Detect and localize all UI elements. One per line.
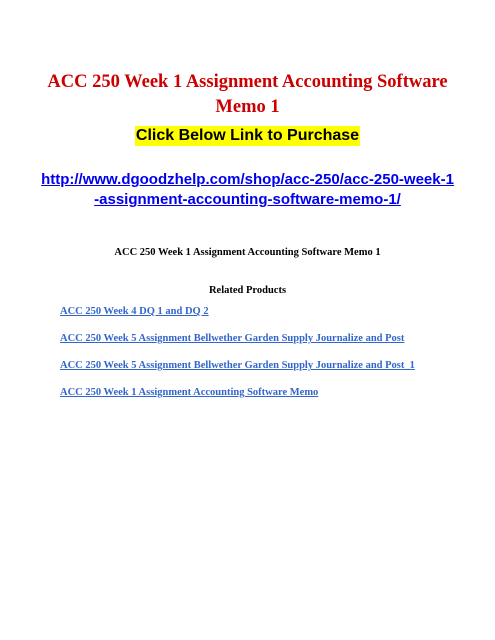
related-product-link[interactable]: ACC 250 Week 5 Assignment Bellwether Garden Supply Journalize and Post xyxy=(60,333,405,344)
purchase-callout xyxy=(0,126,495,146)
purchase-link[interactable]: http://www.dgoodzhelp.com/shop/acc-250/acc-250-week-1-assignment-accounting-software-memo-1/ xyxy=(41,171,454,208)
document-subtitle: ACC 250 Week 1 Assignment Accounting Software Memo 1 xyxy=(114,247,381,258)
related-product-link[interactable]: ACC 250 Week 4 DQ 1 and DQ 2 xyxy=(60,306,209,317)
purchase-callout-text: Click Below Link to Purchase xyxy=(135,127,360,144)
related-products-heading: Related Products xyxy=(208,285,287,296)
related-product-link[interactable]: ACC 250 Week 1 Assignment Accounting Software Memo xyxy=(60,387,319,398)
related-product-link[interactable]: ACC 250 Week 5 Assignment Bellwether Garden Supply Journalize and Post_1 xyxy=(60,360,415,371)
related-products-list xyxy=(60,305,438,413)
document-title: ACC 250 Week 1 Assignment Accounting Software Memo 1 xyxy=(47,72,448,117)
